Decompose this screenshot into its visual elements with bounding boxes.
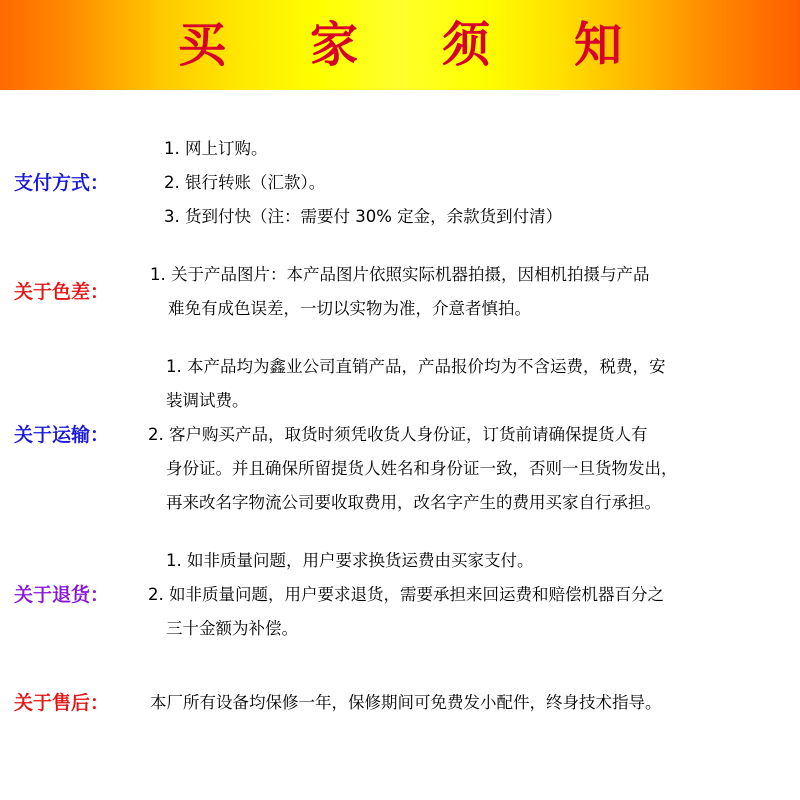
section-payment: [0, 132, 800, 234]
section-label-color-difference: 关于色差：: [14, 281, 110, 303]
section-label-shipping: 关于运输：: [14, 424, 110, 446]
section-body-shipping: [140, 350, 784, 520]
section-label-after-sales: 关于售后：: [14, 692, 110, 714]
section-body-color-difference: [140, 258, 784, 326]
notice-line: 1. 如非质量问题，用户要求换货运费由买家支付。: [166, 551, 534, 570]
page-banner: [0, 0, 800, 90]
notice-line: 三十金额为补偿。: [166, 619, 298, 638]
section-body-returns: [140, 544, 784, 646]
notice-line: 身份证。并且确保所留提货人姓名和身份证一致，否则一旦货物发出，: [166, 459, 678, 478]
section-body-payment: [140, 132, 784, 234]
notice-line: 装调试费。: [166, 391, 249, 410]
notice-line: 1. 网上订购。: [164, 139, 268, 158]
section-body-after-sales: [140, 686, 784, 720]
notice-line: 2. 客户购买产品，取货时须凭收货人身份证，订货前请确保提货人有: [148, 425, 648, 444]
notice-line: 1. 本产品均为鑫业公司直销产品，产品报价均为不含运费，税费，安: [166, 357, 666, 376]
notice-content: [0, 132, 800, 720]
section-label-payment: 支付方式：: [14, 172, 110, 194]
notice-line: 难免有成色误差，一切以实物为准，介意者慎拍。: [168, 299, 531, 318]
notice-line: 再来改名字物流公司要收取费用，改名字产生的费用买家自行承担。: [166, 493, 661, 512]
section-returns: [0, 544, 800, 646]
notice-line: 3. 货到付快（注：需要付 30% 定金，余款货到付清）: [164, 207, 563, 226]
notice-line: 2. 如非质量问题，用户要求退货，需要承担来回运费和赔偿机器百分之: [148, 585, 664, 604]
notice-line: 2. 银行转账（汇款）。: [164, 173, 326, 192]
section-label-returns: 关于退货：: [14, 584, 110, 606]
section-after-sales: [0, 686, 800, 720]
section-color-difference: [0, 258, 800, 326]
section-shipping: [0, 350, 800, 520]
notice-line: 1. 关于产品图片：本产品图片依照实际机器拍摄，因相机拍摄与产品: [150, 265, 650, 284]
notice-line: 本厂所有设备均保修一年，保修期间可免费发小配件，终身技术指导。: [150, 693, 662, 712]
page-title: 买 家 须 知: [177, 17, 640, 73]
